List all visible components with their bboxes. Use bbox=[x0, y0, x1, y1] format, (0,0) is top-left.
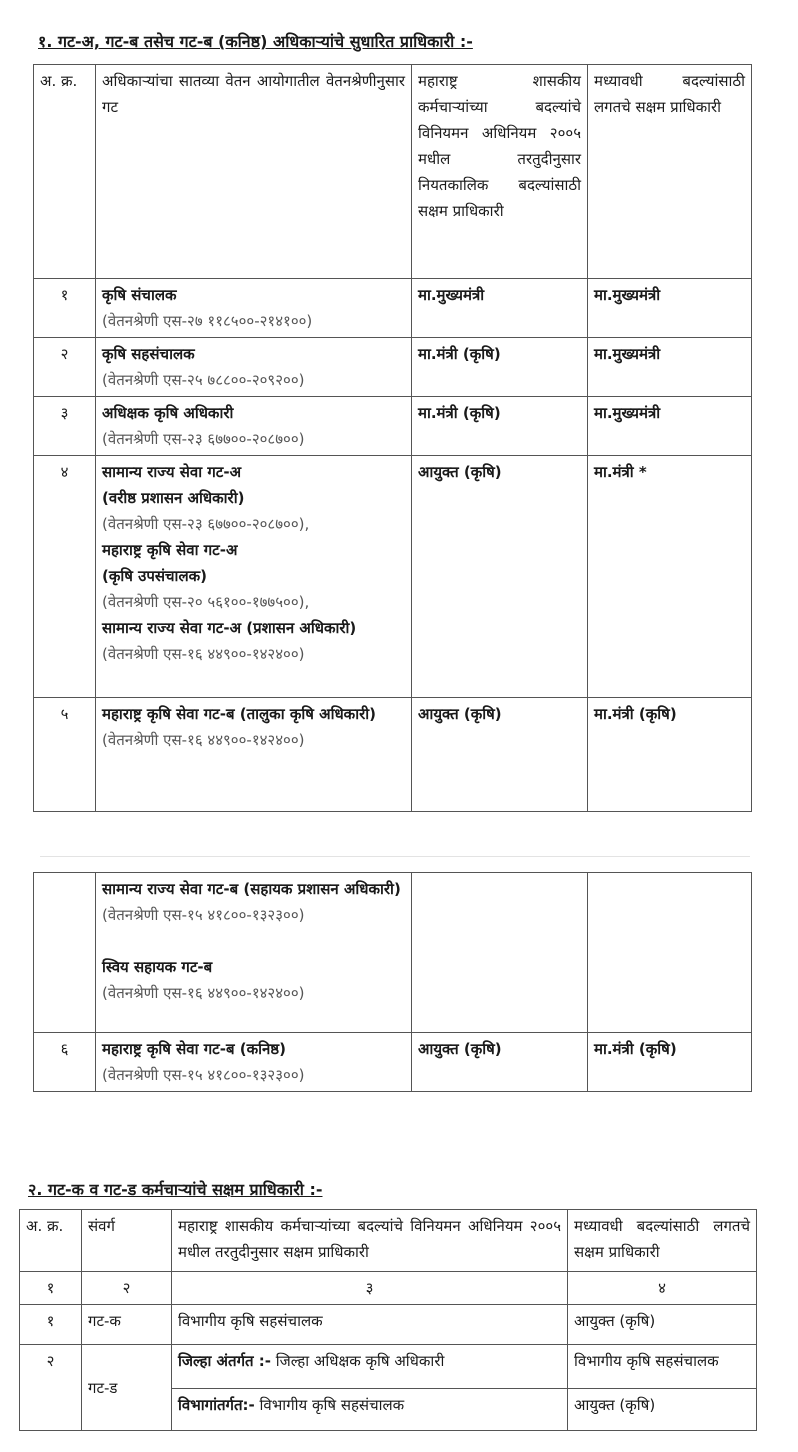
pay-scale: (वेतनश्रेणी एस-२० ५६१००-१७७५००), bbox=[102, 593, 310, 611]
post-name: अधिक्षक कृषि अधिकारी bbox=[102, 404, 234, 422]
row-sr: २ bbox=[20, 1345, 82, 1431]
row-group bbox=[96, 1033, 412, 1092]
row-sr: १ bbox=[34, 279, 96, 338]
page-break-divider bbox=[40, 856, 750, 857]
header-authority: महाराष्ट्र शासकीय कर्मचाऱ्यांच्या बदल्यांचे विनियमन अधिनियम २००५ मधील तरतुदीनुसार नियतकालिक बदल्यांसाठी सक्षम प्राधिकारी bbox=[412, 65, 588, 279]
row-sr: ४ bbox=[34, 456, 96, 698]
row-midterm: मा.मुख्यमंत्री bbox=[588, 279, 752, 338]
row-midterm: मा.मंत्री (कृषि) bbox=[588, 698, 752, 812]
column-number: २ bbox=[82, 1272, 172, 1305]
post-name: कृषि संचालक bbox=[102, 286, 177, 304]
row-midterm bbox=[588, 873, 752, 1033]
pay-scale: (वेतनश्रेणी एस-१६ ४४९००-१४२४००) bbox=[102, 645, 305, 663]
row-sr: २ bbox=[34, 338, 96, 397]
row-sr: ३ bbox=[34, 397, 96, 456]
table-row bbox=[34, 1033, 752, 1092]
post-name: कृषि सहसंचालक bbox=[102, 345, 195, 363]
sub-label: विभागांतर्गत:- bbox=[178, 1396, 255, 1414]
header-sr: अ. क्र. bbox=[20, 1210, 82, 1272]
post-name: महाराष्ट्र कृषि सेवा गट-अ bbox=[102, 541, 238, 559]
spacer bbox=[102, 928, 405, 954]
row-midterm: मा.मंत्री (कृषि) bbox=[588, 1033, 752, 1092]
pay-scale: (वेतनश्रेणी एस-१६ ४४९००-१४२४००) bbox=[102, 731, 305, 749]
row-group bbox=[96, 456, 412, 698]
column-number: ४ bbox=[568, 1272, 757, 1305]
header-midterm: मध्यावधी बदल्यांसाठी लगतचे सक्षम प्राधिकारी bbox=[588, 65, 752, 279]
pay-scale: (वेतनश्रेणी एस-२७ ११८५००-२१४१००) bbox=[102, 312, 313, 330]
pay-scale: (वेतनश्रेणी एस-२३ ६७७००-२०८७००) bbox=[102, 430, 305, 448]
post-name: सामान्य राज्य सेवा गट-अ (प्रशासन अधिकारी) bbox=[102, 619, 357, 637]
row-group bbox=[96, 397, 412, 456]
row-group bbox=[96, 338, 412, 397]
row-cadre: गट-क bbox=[82, 1305, 172, 1345]
row-authority: मा.मंत्री (कृषि) bbox=[412, 338, 588, 397]
row-authority: आयुक्त (कृषि) bbox=[412, 1033, 588, 1092]
officers-authority-table-continued bbox=[33, 872, 752, 1092]
row-midterm: विभागीय कृषि सहसंचालक bbox=[568, 1345, 757, 1389]
row-group bbox=[96, 279, 412, 338]
row-authority: विभागीय कृषि सहसंचालक bbox=[172, 1305, 568, 1345]
column-number: १ bbox=[20, 1272, 82, 1305]
sub-label: जिल्हा अंतर्गत :- bbox=[178, 1352, 272, 1370]
table-row bbox=[34, 338, 752, 397]
sub-text: विभागीय कृषि सहसंचालक bbox=[254, 1396, 405, 1414]
row-sr: ५ bbox=[34, 698, 96, 812]
pay-scale: (वेतनश्रेणी एस-१५ ४१८००-१३२३००) bbox=[102, 1066, 305, 1084]
class-cd-authority-table bbox=[19, 1209, 757, 1431]
pay-scale: (वेतनश्रेणी एस-१६ ४४९००-१४२४००) bbox=[102, 984, 305, 1002]
table-row bbox=[20, 1345, 757, 1389]
column-number: ३ bbox=[172, 1272, 568, 1305]
table-row bbox=[34, 279, 752, 338]
row-sr: ६ bbox=[34, 1033, 96, 1092]
table-row bbox=[34, 397, 752, 456]
post-name: महाराष्ट्र कृषि सेवा गट-ब (तालुका कृषि अधिकारी) bbox=[102, 705, 376, 723]
header-midterm: मध्यावधी बदल्यांसाठी लगतचे सक्षम प्राधिकारी bbox=[568, 1210, 757, 1272]
row-authority bbox=[172, 1389, 568, 1431]
section1-heading: १. गट-अ, गट-ब तसेच गट-ब (कनिष्ठ) अधिकाऱ्यांचे सुधारित प्राधिकारी :- bbox=[38, 32, 473, 51]
numbering-row bbox=[20, 1272, 757, 1305]
post-name: सामान्य राज्य सेवा गट-अ bbox=[102, 463, 242, 481]
header-cadre: संवर्ग bbox=[82, 1210, 172, 1272]
section2-heading: २. गट-क व गट-ड कर्मचाऱ्यांचे सक्षम प्राधिकारी :- bbox=[28, 1180, 323, 1199]
post-subname: (वरीष्ठ प्रशासन अधिकारी) bbox=[102, 489, 245, 507]
table-row bbox=[34, 456, 752, 698]
row-authority: आयुक्त (कृषि) bbox=[412, 456, 588, 698]
row-sr: १ bbox=[20, 1305, 82, 1345]
row-authority: मा.मुख्यमंत्री bbox=[412, 279, 588, 338]
officers-authority-table bbox=[33, 64, 752, 812]
row-group bbox=[96, 873, 412, 1033]
row-midterm: मा.मुख्यमंत्री bbox=[588, 397, 752, 456]
post-name: सामान्य राज्य सेवा गट-ब (सहायक प्रशासन अधिकारी) bbox=[102, 880, 401, 898]
table-header-row bbox=[20, 1210, 757, 1272]
header-group: अधिकाऱ्यांचा सातव्या वेतन आयोगातील वेतनश्रेणीनुसार गट bbox=[96, 65, 412, 279]
pay-scale: (वेतनश्रेणी एस-२३ ६७७००-२०८७००), bbox=[102, 515, 310, 533]
row-group bbox=[96, 698, 412, 812]
pay-scale: (वेतनश्रेणी एस-२५ ७८८००-२०९२००) bbox=[102, 371, 305, 389]
sub-text: जिल्हा अधिक्षक कृषि अधिकारी bbox=[271, 1352, 445, 1370]
post-name: स्विय सहायक गट-ब bbox=[102, 958, 213, 976]
post-name: महाराष्ट्र कृषि सेवा गट-ब (कनिष्ठ) bbox=[102, 1040, 287, 1058]
header-authority: महाराष्ट्र शासकीय कर्मचाऱ्यांच्या बदल्यांचे विनियमन अधिनियम २००५ मधील तरतुदीनुसार सक्षम प्राधिकारी bbox=[172, 1210, 568, 1272]
row-authority: आयुक्त (कृषि) bbox=[412, 698, 588, 812]
row-midterm: मा.मुख्यमंत्री bbox=[588, 338, 752, 397]
header-sr: अ. क्र. bbox=[34, 65, 96, 279]
table-row bbox=[20, 1305, 757, 1345]
row-authority: मा.मंत्री (कृषि) bbox=[412, 397, 588, 456]
table-row bbox=[34, 698, 752, 812]
table-row bbox=[34, 873, 752, 1033]
row-authority bbox=[412, 873, 588, 1033]
row-midterm: आयुक्त (कृषि) bbox=[568, 1389, 757, 1431]
row-authority bbox=[172, 1345, 568, 1389]
row-sr bbox=[34, 873, 96, 1033]
row-midterm: आयुक्त (कृषि) bbox=[568, 1305, 757, 1345]
row-cadre: गट-ड bbox=[82, 1345, 172, 1431]
row-midterm: मा.मंत्री * bbox=[588, 456, 752, 698]
pay-scale: (वेतनश्रेणी एस-१५ ४१८००-१३२३००) bbox=[102, 906, 305, 924]
table-header-row bbox=[34, 65, 752, 279]
post-subname: (कृषि उपसंचालक) bbox=[102, 567, 207, 585]
